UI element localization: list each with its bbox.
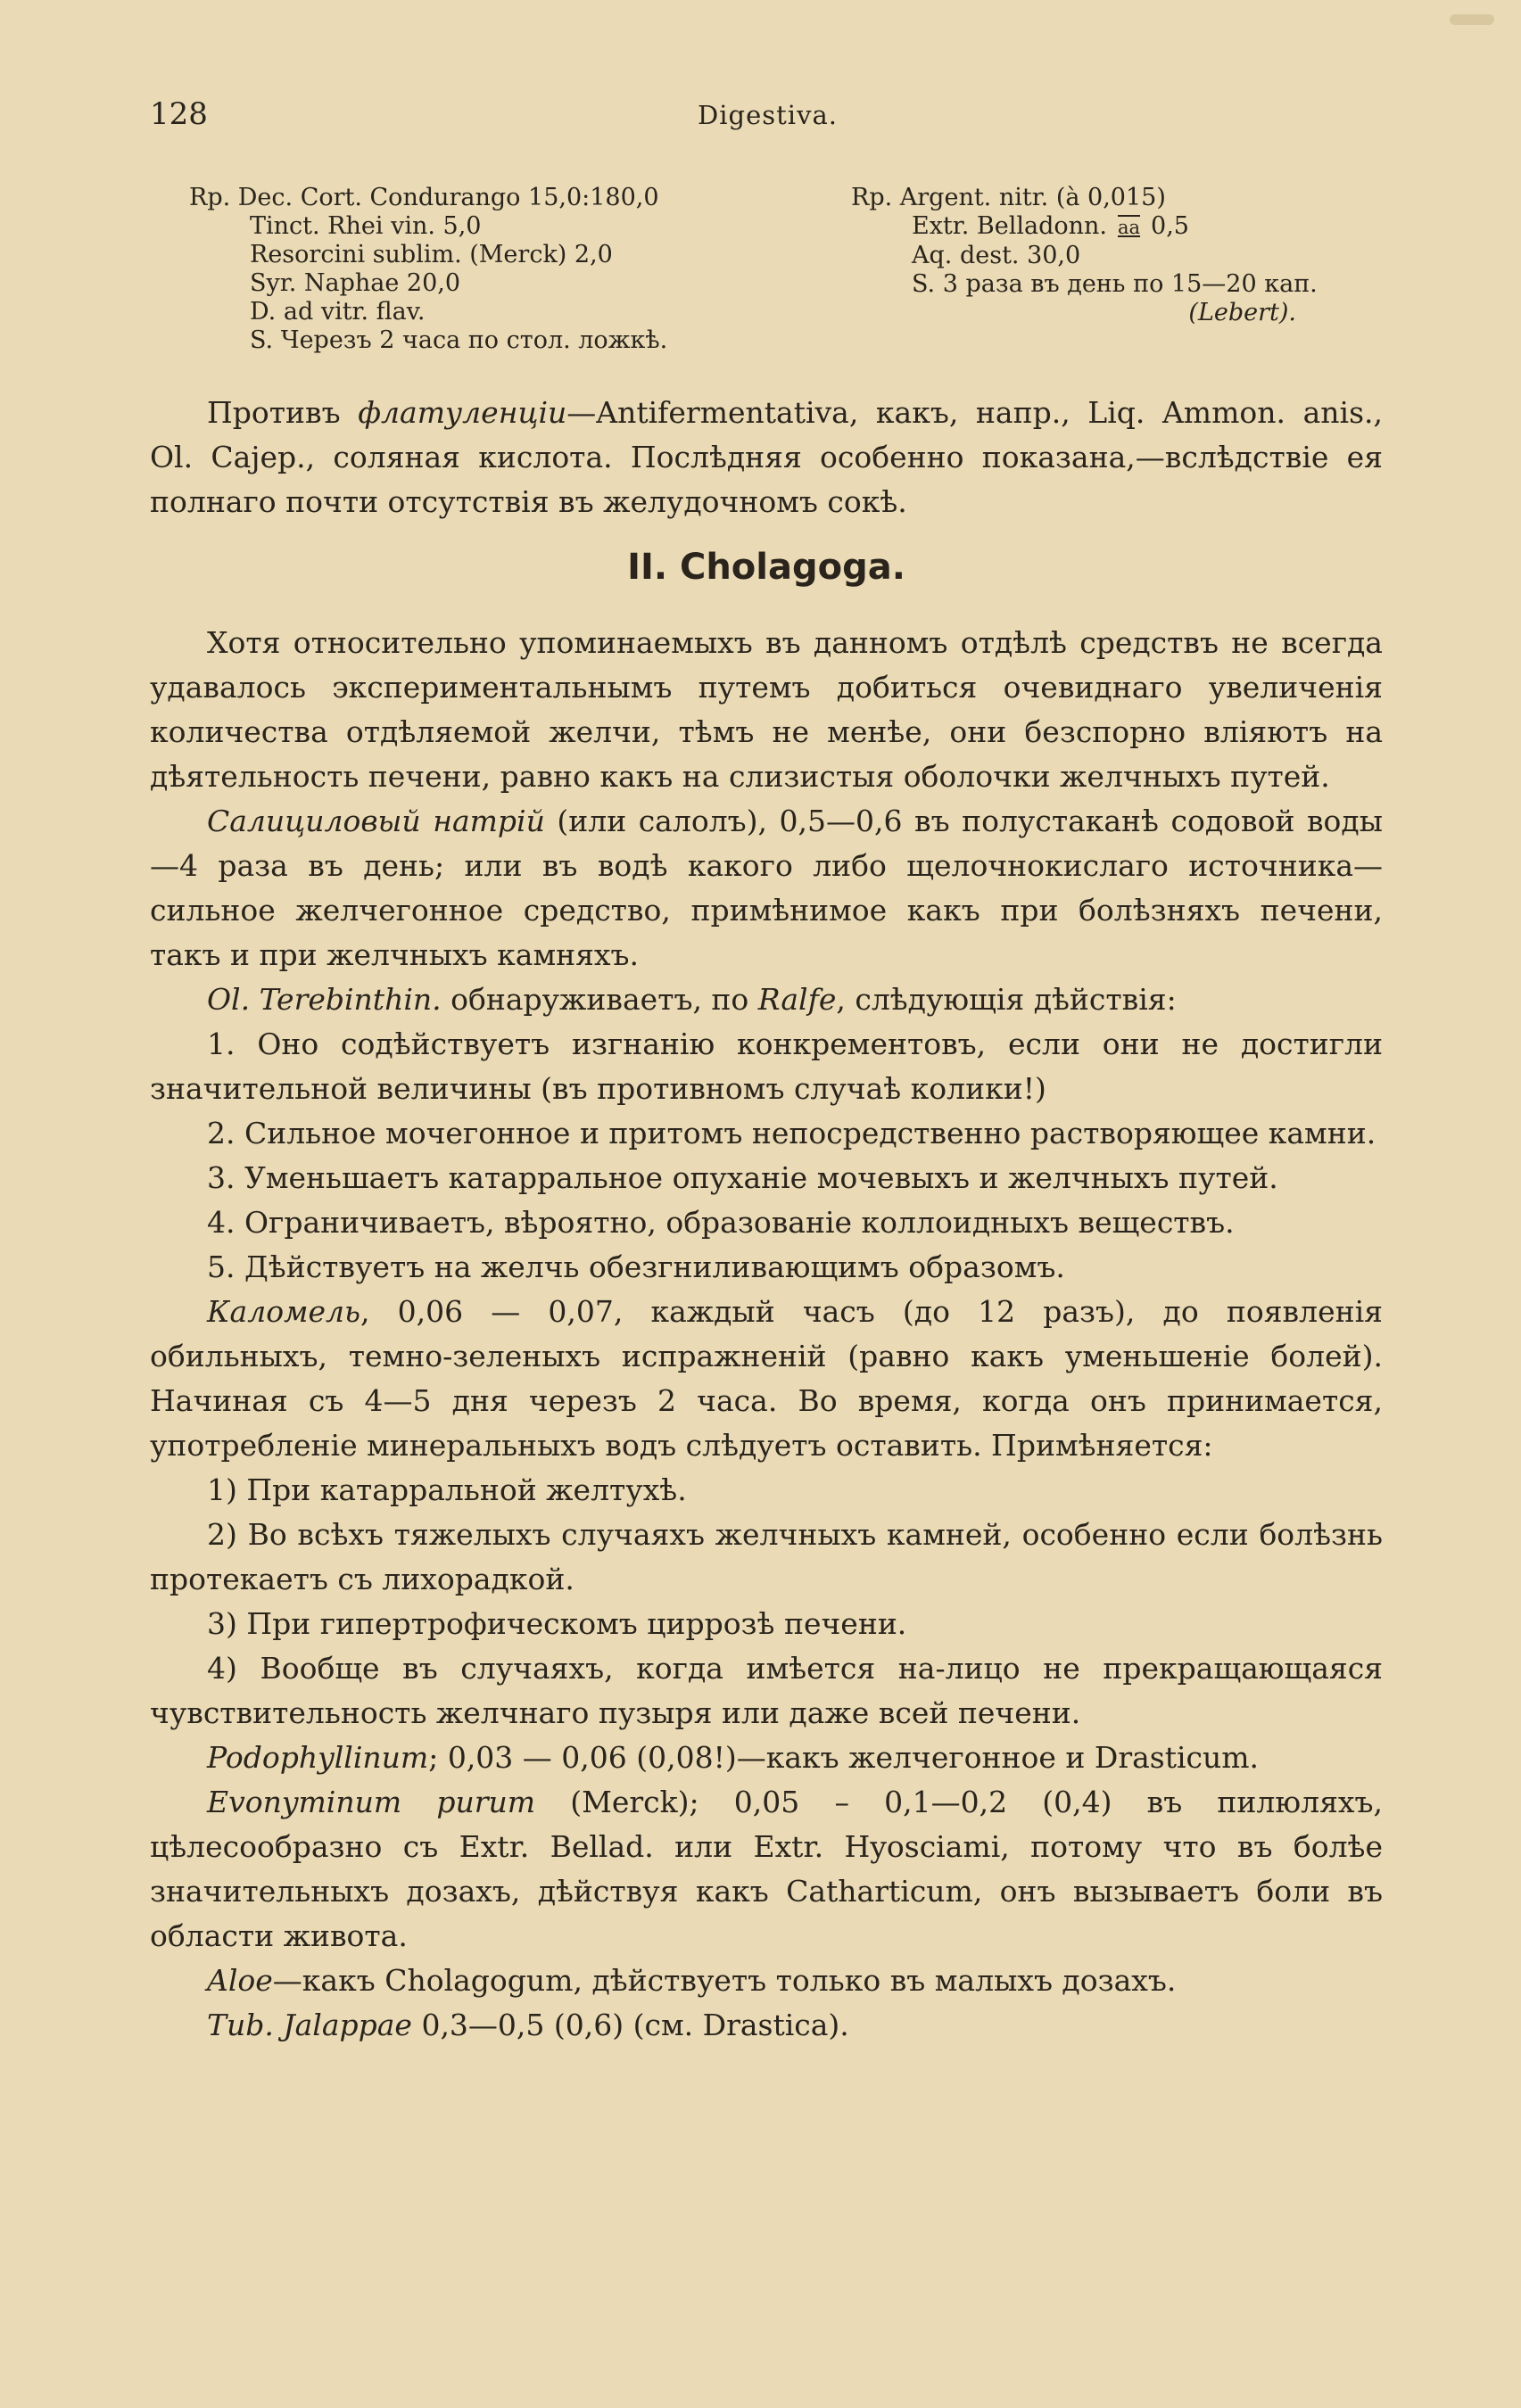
term-salicyl: Салициловый натрій <box>207 804 545 838</box>
text-rest: 0,3—0,5 (0,6) (см. Drastica). <box>411 2008 849 2042</box>
running-title: Digestiva. <box>698 100 838 130</box>
paragraph-aloe <box>150 1959 1383 2003</box>
recipe-line: Rp. Argent. nitr. (à 0,015) <box>851 184 1166 211</box>
text-rest: (или салолъ), 0,5—0,6 въ полустаканѣ содовой воды—4 раза въ день; или въ водѣ какого либо щелочнокислаго источника—сильное желчегонное средство, примѣнимое какъ при болѣзняхъ печени, такъ и при желчныхъ камняхъ. <box>150 804 1383 972</box>
text-rest: , 0,06 — 0,07, каждый часъ (до 12 разъ), до появленія обильныхъ, темно-зеленыхъ испражненій (равно какъ уменьшеніе болей). Начиная съ 4—5 дня черезъ 2 часа. Во время, когда онъ принимается, употребленіе минеральныхъ водъ слѣдуетъ оставить. Примѣняется: <box>150 1294 1383 1463</box>
recipe-line: Rp. Dec. Cort. Condurango 15,0:180,0 <box>189 184 659 211</box>
recipe-line: D. ad vitr. flav. <box>250 298 426 326</box>
section-heading: II. Cholagoga. <box>627 547 905 588</box>
paragraph-terebinth <box>150 977 1383 1022</box>
recipe-right <box>851 184 1318 327</box>
text-end: , слѣдующія дѣйствія: <box>836 982 1177 1017</box>
recipe-left <box>189 184 668 355</box>
term-flatulence: флатуленціи <box>358 395 567 430</box>
paragraph-intro: Хотя относительно упоминаемыхъ въ данномъ отдѣлѣ средствъ не всегда удавалось экспериментальнымъ путемъ добиться очевиднаго увеличенія количества отдѣляемой желчи, тѣмъ не менѣе, они безспорно вліяютъ на дѣятельность печени, равно какъ на слизистыя оболочки желчныхъ путей. <box>150 625 1383 794</box>
list-item: 2) Во всѣхъ тяжелыхъ случаяхъ желчныхъ камней, особенно если болѣзнь протекаетъ съ лихорадкой. <box>150 1517 1383 1596</box>
list-item: 3. Уменьшаетъ катарральное опуханіе мочевыхъ и желчныхъ путей. <box>207 1160 1278 1195</box>
page-number: 128 <box>150 96 208 132</box>
text-rest: (Merck); 0,05 – 0,1—0,2 (0,4) въ пилюляхъ, цѣлесообразно съ Extr. Bellad. или Extr. Hyosciami, потому что въ болѣе значительныхъ дозахъ, дѣйствуя какъ Cathartiсum, онъ вызываетъ боли въ области живота. <box>150 1785 1383 1953</box>
recipe-line: Resorcini sublim. (Merck) 2,0 <box>250 241 613 268</box>
recipe-line: S. Черезъ 2 часа по стол. ложкѣ. <box>250 326 668 354</box>
term-jalapa: Tub. Jalappae <box>207 2008 412 2042</box>
recipe-line: Syr. Naphae 20,0 <box>250 269 461 297</box>
text-lead: Противъ <box>207 395 341 430</box>
recipe-line: Aq. dest. 30,0 <box>912 242 1081 269</box>
list-item: 4. Ограничиваетъ, вѣроятно, образованіе коллоидныхъ веществъ. <box>207 1205 1235 1240</box>
term-evonymin: Evonyminum purum <box>207 1785 536 1819</box>
paragraph-evonymin <box>150 1780 1383 1959</box>
text-rest: —какъ Cholagogum, дѣйствуетъ только въ малыхъ дозахъ. <box>272 1963 1177 1998</box>
recipe-text: Extr. Belladonn. <box>912 212 1107 240</box>
list-item: 1. Оно содѣйствуетъ изгнанію конкрементовъ, если они не достигли значительной величины (въ противномъ случаѣ колики!) <box>150 1027 1383 1106</box>
term-aloe: Aloe <box>207 1963 273 1998</box>
ana-mark: aa <box>1117 217 1141 238</box>
list-item: 5. Дѣйствуетъ на желчь обезгниливающимъ образомъ. <box>207 1249 1065 1284</box>
list-item: 2. Сильное мочегонное и притомъ непосредственно растворяющее камни. <box>207 1116 1376 1150</box>
paragraph-salicyl <box>150 799 1383 977</box>
text-rest: —Antifermentativa, какъ, напр., Liq. Ammon. anis., Ol. Cajep., соляная кислота. Послѣдняя особенно показана,—вслѣдствіе ея полнаго почти отсутствія въ желудочномъ сокѣ. <box>150 395 1383 519</box>
author-ralfe: Ralfe <box>757 982 837 1017</box>
term-podophyllin: Podophyllinum <box>207 1740 429 1775</box>
text-mid: обнаруживаетъ, по <box>441 982 758 1017</box>
recipe-author: (Lebert). <box>1188 299 1296 326</box>
recipe-line: Tinct. Rhei vin. 5,0 <box>250 212 482 240</box>
text-rest: ; 0,03 — 0,06 (0,08!)—какъ желчегонное и Drasticum. <box>428 1740 1260 1775</box>
paragraph-calomel <box>150 1290 1383 1468</box>
list-item: 1) При катарральной желтухѣ. <box>207 1472 687 1507</box>
list-item: 3) При гипертрофическомъ циррозѣ печени. <box>207 1606 907 1641</box>
body-text <box>150 391 1383 2048</box>
paragraph-jalapa <box>150 2003 1383 2048</box>
page-edge-mark <box>1450 14 1494 25</box>
term-terebinth: Ol. Terebinthin. <box>207 982 442 1017</box>
term-calomel: Каломель <box>207 1294 360 1329</box>
paragraph-flatulence <box>150 391 1383 524</box>
list-item: 4) Вообще въ случаяхъ, когда имѣется на-лицо не прекращающаяся чувствительность желчнаго пузыря или даже всей печени. <box>150 1651 1383 1730</box>
recipe-line <box>912 212 1296 242</box>
paragraph-podophyllin <box>150 1736 1383 1780</box>
recipe-text: 0,5 <box>1151 212 1189 240</box>
recipe-line: S. 3 раза въ день по 15—20 кап. <box>912 270 1318 298</box>
